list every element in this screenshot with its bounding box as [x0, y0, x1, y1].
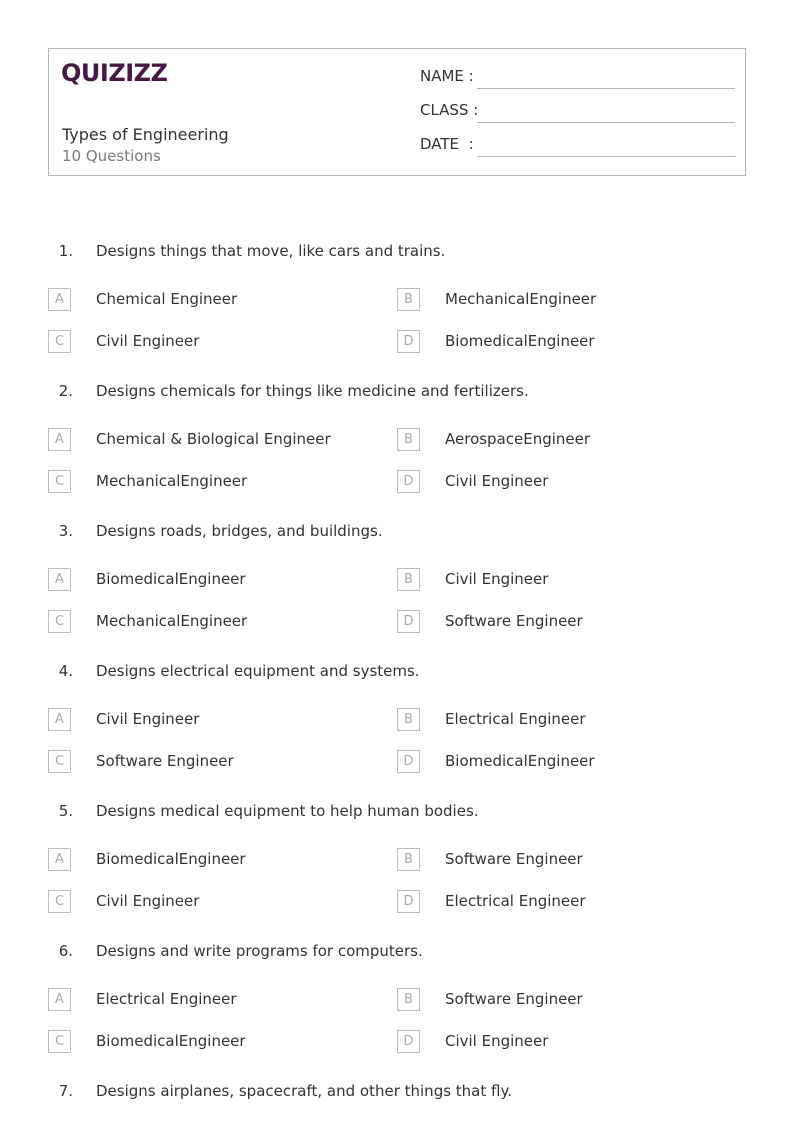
worksheet-title: Types of Engineering [62, 125, 229, 144]
option-b-box[interactable]: B [397, 988, 420, 1011]
option-a-box[interactable]: A [48, 568, 71, 591]
option-a-text: BiomedicalEngineer [96, 570, 246, 588]
question-text: Designs medical equipment to help human bodies. [96, 802, 479, 820]
question-number: 3. [58, 522, 73, 540]
option-d-text: BiomedicalEngineer [445, 752, 595, 770]
quizizz-logo: QUIZIZZ [61, 59, 168, 87]
option-d-box[interactable]: D [397, 1030, 420, 1053]
option-b-box[interactable]: B [397, 288, 420, 311]
option-a-text: Civil Engineer [96, 710, 200, 728]
option-b-box[interactable]: B [397, 708, 420, 731]
option-b-text: MechanicalEngineer [445, 290, 597, 308]
question-text: Designs airplanes, spacecraft, and other things that fly. [96, 1082, 512, 1100]
option-c-box[interactable]: C [48, 890, 71, 913]
question-number: 4. [58, 662, 73, 680]
option-c-box[interactable]: C [48, 330, 71, 353]
class-line[interactable] [477, 101, 735, 123]
question-text: Designs chemicals for things like medicine and fertilizers. [96, 382, 529, 400]
option-c-text: BiomedicalEngineer [96, 1032, 246, 1050]
option-d-box[interactable]: D [397, 330, 420, 353]
option-b-box[interactable]: B [397, 568, 420, 591]
option-a-text: Chemical Engineer [96, 290, 238, 308]
option-d-text: BiomedicalEngineer [445, 332, 595, 350]
name-field[interactable] [420, 67, 735, 89]
option-b-box[interactable]: B [397, 428, 420, 451]
option-a-text: Chemical & Biological Engineer [96, 430, 331, 448]
question-text: Designs and write programs for computers. [96, 942, 423, 960]
option-d-text: Civil Engineer [445, 472, 549, 490]
option-c-box[interactable]: C [48, 1030, 71, 1053]
option-d-text: Software Engineer [445, 612, 583, 630]
class-field[interactable] [420, 101, 735, 123]
option-a-text: BiomedicalEngineer [96, 850, 246, 868]
question-text: Designs roads, bridges, and buildings. [96, 522, 383, 540]
option-c-text: Civil Engineer [96, 332, 200, 350]
date-line[interactable] [477, 135, 735, 157]
question-number: 6. [58, 942, 73, 960]
question-count: 10 Questions [62, 147, 161, 165]
date-label: DATE : [420, 135, 474, 153]
option-c-text: MechanicalEngineer [96, 612, 248, 630]
question-number: 2. [58, 382, 73, 400]
option-b-text: Software Engineer [445, 850, 583, 868]
option-a-box[interactable]: A [48, 848, 71, 871]
option-a-box[interactable]: A [48, 428, 71, 451]
option-d-text: Electrical Engineer [445, 892, 586, 910]
option-b-text: AerospaceEngineer [445, 430, 591, 448]
question-number: 5. [58, 802, 73, 820]
option-b-text: Software Engineer [445, 990, 583, 1008]
question-number: 1. [58, 242, 73, 260]
option-c-box[interactable]: C [48, 470, 71, 493]
option-a-box[interactable]: A [48, 288, 71, 311]
option-d-box[interactable]: D [397, 750, 420, 773]
option-c-text: MechanicalEngineer [96, 472, 248, 490]
option-c-text: Software Engineer [96, 752, 234, 770]
option-b-text: Electrical Engineer [445, 710, 586, 728]
option-d-box[interactable]: D [397, 890, 420, 913]
question-number: 7. [58, 1082, 73, 1100]
option-d-text: Civil Engineer [445, 1032, 549, 1050]
name-line[interactable] [477, 67, 735, 89]
option-b-text: Civil Engineer [445, 570, 549, 588]
option-a-box[interactable]: A [48, 988, 71, 1011]
option-a-text: Electrical Engineer [96, 990, 237, 1008]
name-label: NAME : [420, 67, 474, 85]
date-field[interactable] [420, 135, 735, 157]
class-label: CLASS : [420, 101, 479, 119]
option-d-box[interactable]: D [397, 610, 420, 633]
option-c-text: Civil Engineer [96, 892, 200, 910]
worksheet-header [48, 48, 746, 176]
option-b-box[interactable]: B [397, 848, 420, 871]
question-text: Designs electrical equipment and systems. [96, 662, 420, 680]
question-text: Designs things that move, like cars and trains. [96, 242, 446, 260]
option-c-box[interactable]: C [48, 610, 71, 633]
option-d-box[interactable]: D [397, 470, 420, 493]
option-c-box[interactable]: C [48, 750, 71, 773]
option-a-box[interactable]: A [48, 708, 71, 731]
